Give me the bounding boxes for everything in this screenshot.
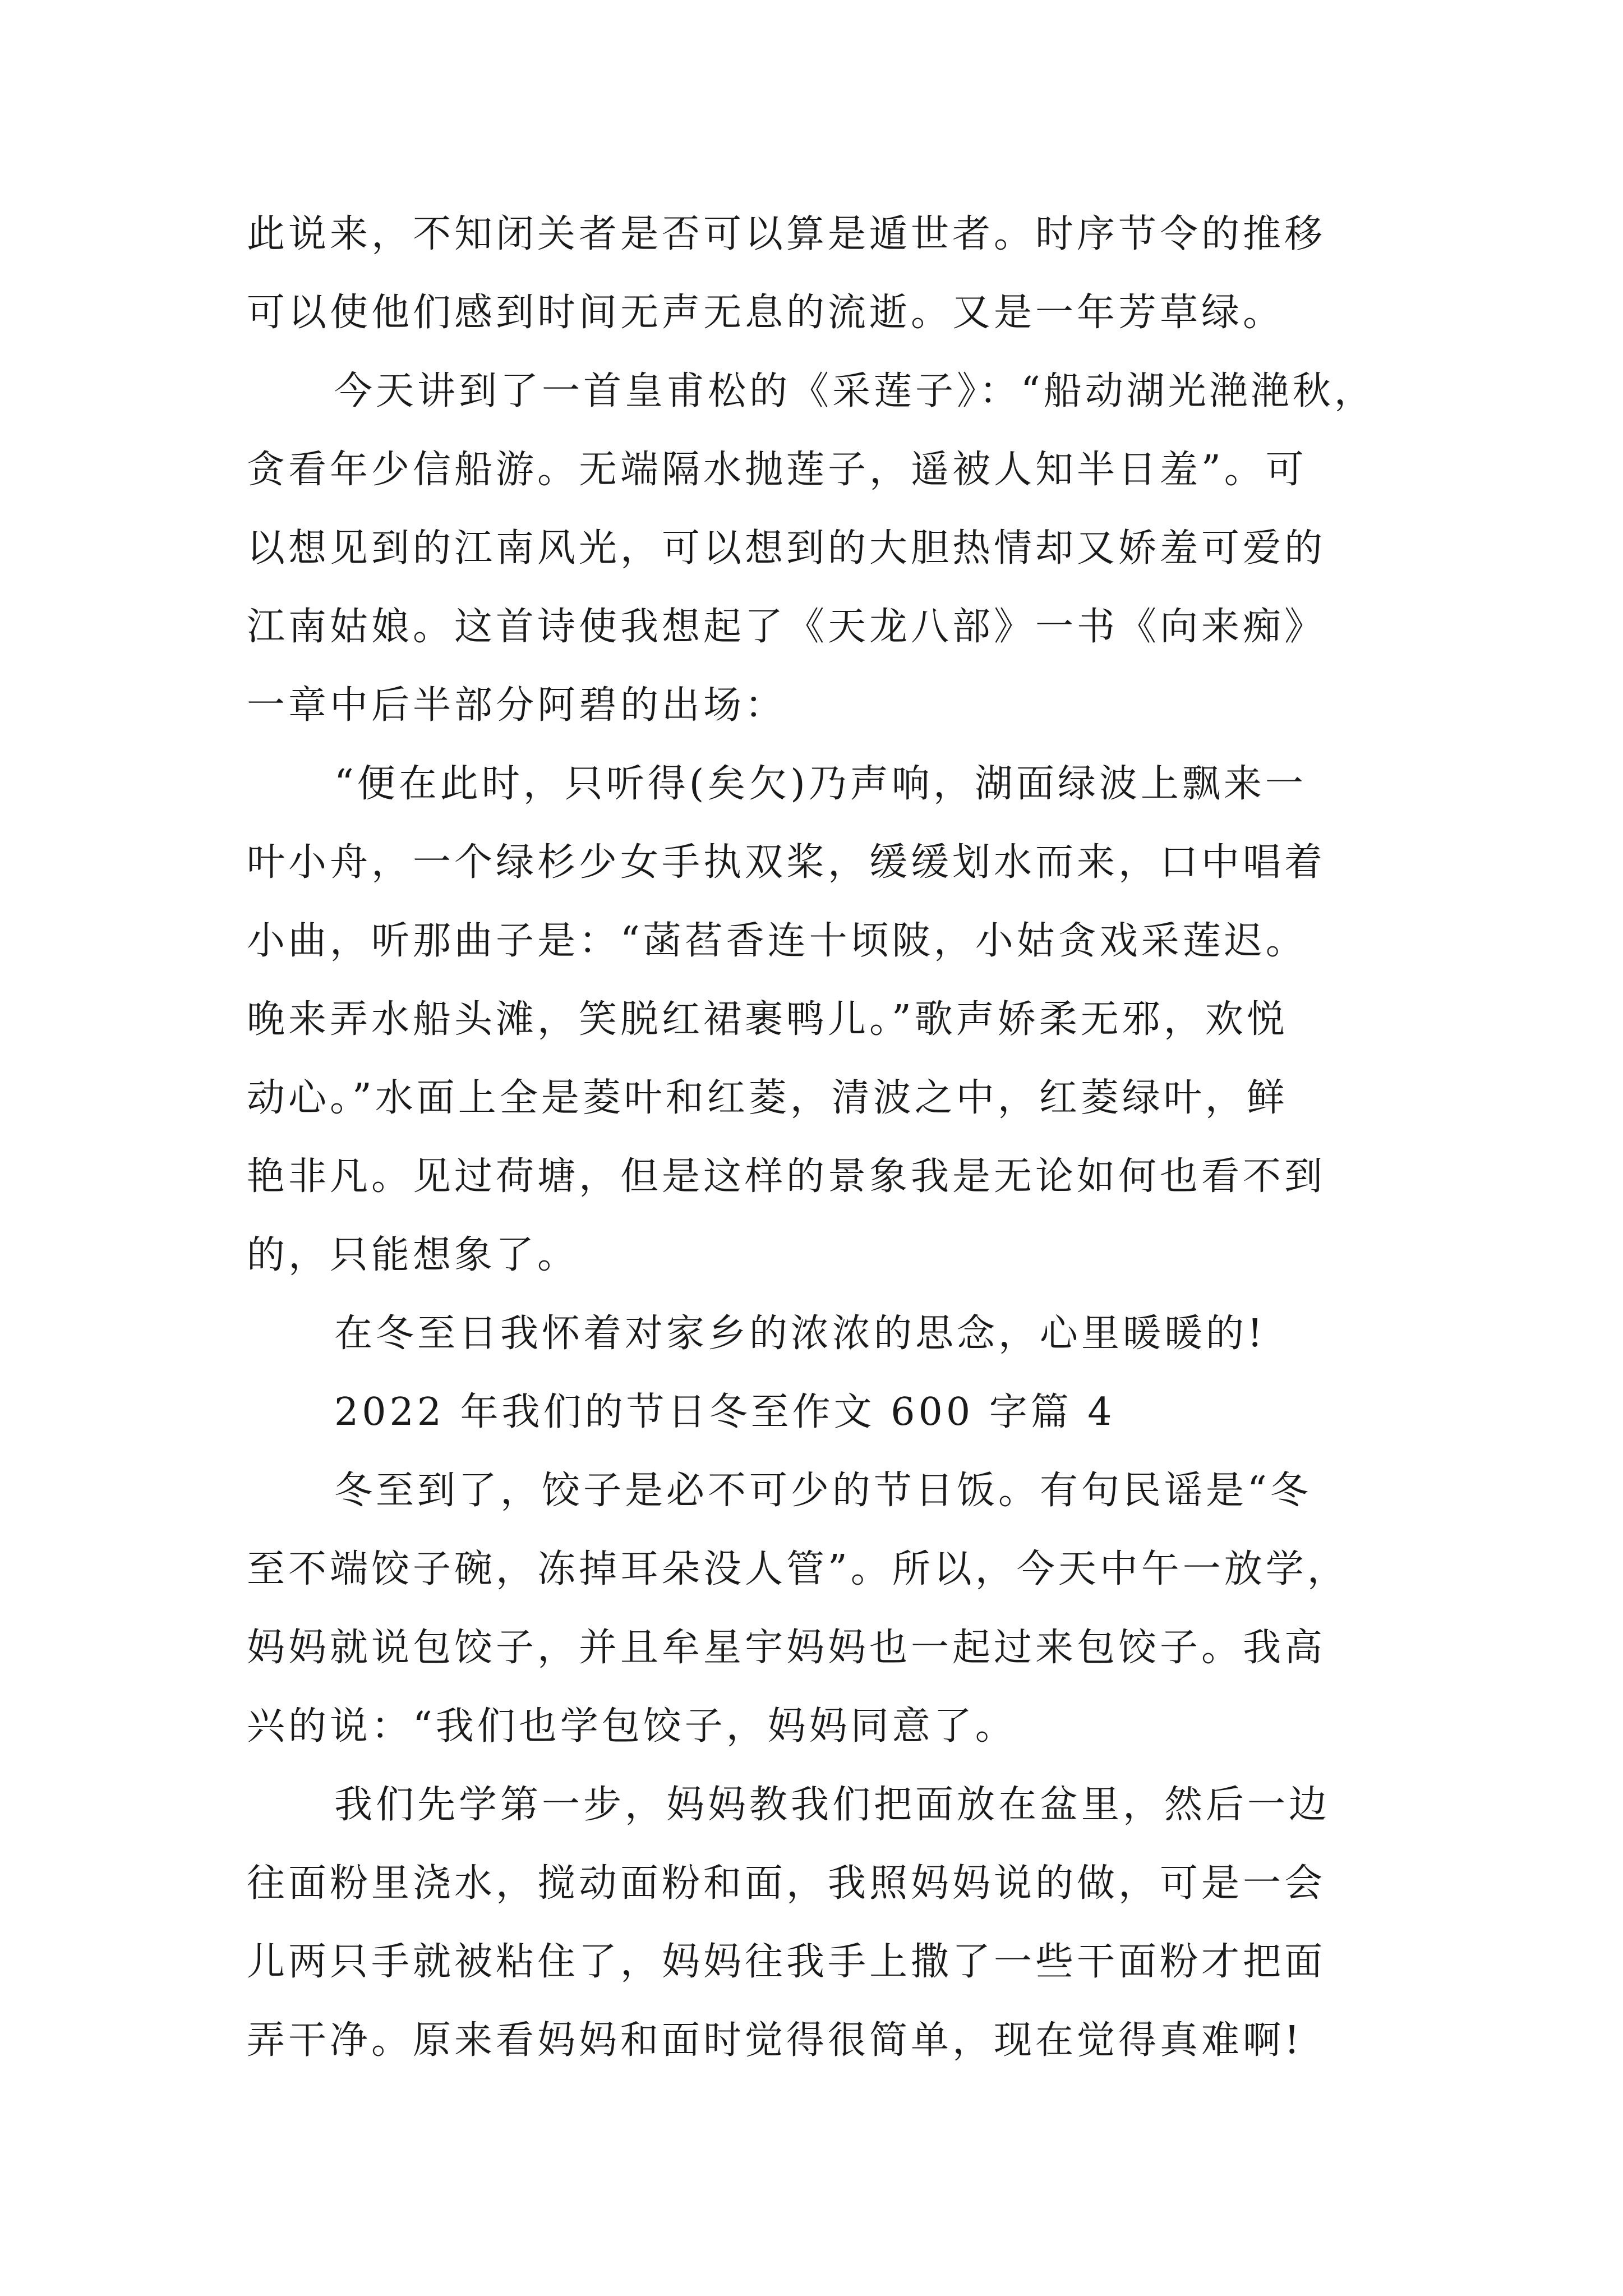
text-line: 至不端饺子碗，冻掉耳朵没人管”。所以，今天中午一放学， bbox=[247, 1547, 1349, 1591]
paragraph-start-line: “便在此时，只听得(矣欠)乃声响，湖面绿波上飘来一 bbox=[334, 762, 1307, 806]
text-line: 晚来弄水船头滩，笑脱红裙裹鸭儿。”歌声娇柔无邪，欢悦 bbox=[247, 997, 1288, 1042]
paragraph-start-line: 在冬至日我怀着对家乡的浓浓的思念，心里暖暖的! bbox=[334, 1312, 1266, 1356]
text-line: 儿两只手就被粘住了，妈妈往我手上撒了一些干面粉才把面 bbox=[247, 1940, 1326, 1984]
text-line: 江南姑娘。这首诗使我想起了《天龙八部》一书《向来痴》 bbox=[247, 605, 1326, 649]
text-line: 以想见到的江南风光，可以想到的大胆热情却又娇羞可爱的 bbox=[247, 526, 1326, 570]
paragraph-start-line: 我们先学第一步，妈妈教我们把面放在盆里，然后一边 bbox=[334, 1783, 1331, 1827]
text-line: 弄干净。原来看妈妈和面时觉得很简单，现在觉得真难啊! bbox=[247, 2018, 1303, 2063]
section-heading: 2022 年我们的节日冬至作文 600 字篇 4 bbox=[334, 1390, 1115, 1434]
text-line: 动心。”水面上全是菱叶和红菱，清波之中，红菱绿叶，鲜 bbox=[247, 1076, 1288, 1120]
text-line: 贪看年少信船游。无端隔水抛莲子，遥被人知半日羞”。可 bbox=[247, 448, 1307, 492]
text-line: 妈妈就说包饺子，并且牟星宇妈妈也一起过来包饺子。我高 bbox=[247, 1626, 1326, 1670]
text-line: 小曲，听那曲子是：“菡萏香连十顷陂，小姑贪戏采莲迟。 bbox=[247, 919, 1307, 963]
text-line: 可以使他们感到时间无声无息的流逝。又是一年芳草绿。 bbox=[247, 291, 1285, 335]
text-line: 的，只能想象了。 bbox=[247, 1233, 579, 1277]
text-line: 兴的说：“我们也学包饺子，妈妈同意了。 bbox=[247, 1704, 1017, 1749]
text-line: 艳非凡。见过荷塘，但是这样的景象我是无论如何也看不到 bbox=[247, 1154, 1326, 1199]
text-line: 一章中后半部分阿碧的出场： bbox=[247, 683, 787, 728]
text-line: 此说来，不知闭关者是否可以算是遁世者。时序节令的推移 bbox=[247, 212, 1326, 256]
text-line: 叶小舟，一个绿杉少女手执双桨，缓缓划水而来，口中唱着 bbox=[247, 840, 1326, 885]
text-line: 往面粉里浇水，搅动面粉和面，我照妈妈说的做，可是一会 bbox=[247, 1861, 1326, 1906]
paragraph-start-line: 今天讲到了一首皇甫松的《采莲子》：“船动湖光滟滟秋， bbox=[334, 369, 1376, 413]
paragraph-start-line: 冬至到了，饺子是必不可少的节日饭。有句民谣是“冬 bbox=[334, 1469, 1312, 1513]
